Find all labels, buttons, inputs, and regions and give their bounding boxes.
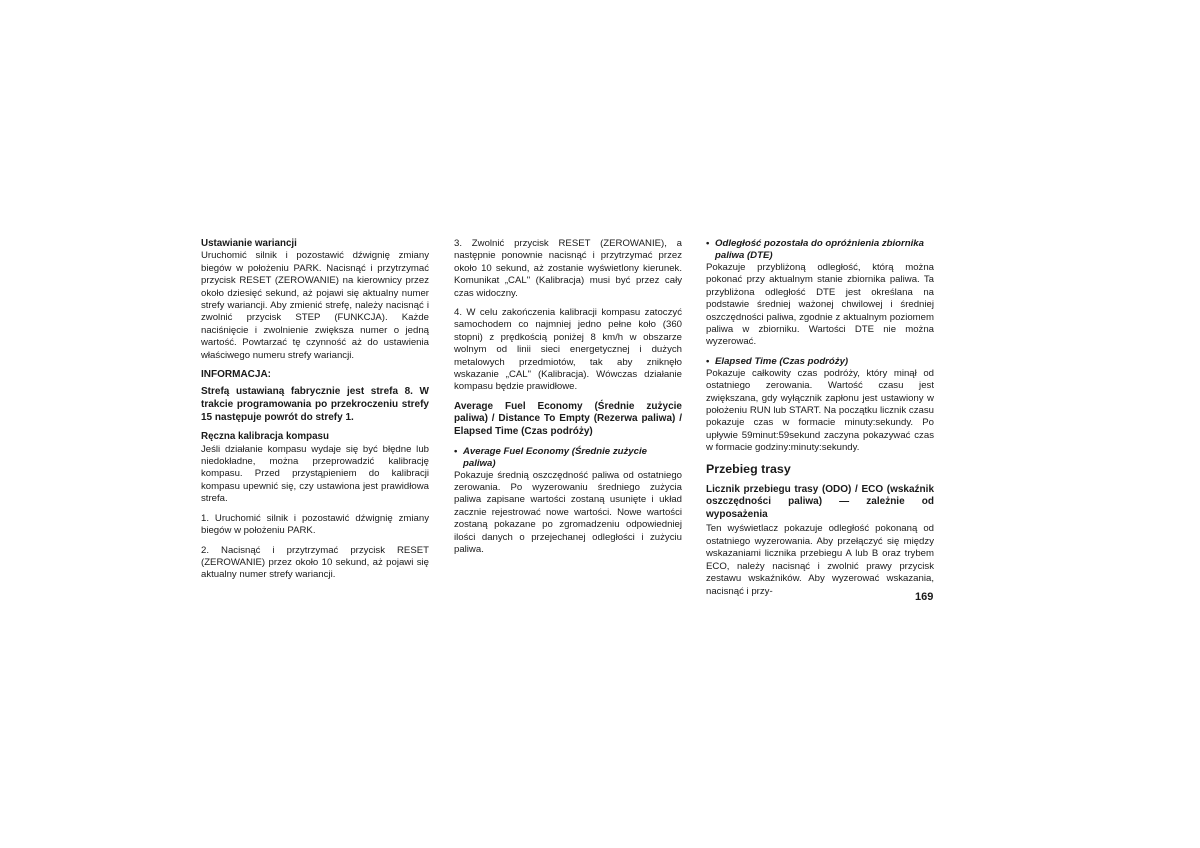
paragraph-compass-calibration: Jeśli działanie kompasu wydaje się być błędne lub niedokładne, można przeprowadzić kalibrację kompasu. Przed przystąpieniem do kalibracji kompasu upewnić się, czy ustawiona jest prawidłowa strefa. — [201, 443, 429, 505]
bullet-dot: • — [454, 445, 458, 457]
step-2: 2. Nacisnąć i przytrzymać przycisk RESET (ZEROWANIE) przez około 10 sekund, aż pojawi się aktualny numer strefy wariancji. — [201, 544, 429, 581]
bullet-dot: • — [706, 355, 710, 367]
section-heading-variance: Ustawianie wariancji — [201, 238, 297, 249]
section-heading-odo-eco: Licznik przebiegu trasy (ODO) / ECO (wskaźnik oszczędności paliwa) — zależnie od wyposażenia — [706, 483, 934, 520]
bullet-label: Odległość pozostała do opróżnienia zbiornika paliwa (DTE) — [715, 238, 924, 261]
bullet-dte — [706, 238, 934, 262]
step-4: 4. W celu zakończenia kalibracji kompasu zatoczyć samochodem co najmniej jedno pełne koło (360 stopni) z prędkością poniżej 8 km/h w obszarze wolnym od linii sieci energetycznej i dużych metalowych przedmiotów, tak aby zniknęło wskazanie „CAL" (Kalibracja). Wówczas działanie kompasu będzie prawidłowe. — [454, 307, 682, 393]
info-heading: INFORMACJA: — [201, 369, 271, 381]
paragraph-dte: Pokazuje przybliżoną odległość, którą można pokonać przy aktualnym stanie zbiornika paliwa. Ta przybliżona odległość DTE jest określana na podstawie średniej ważonej chwilowej i średniej oszczędności paliwa, zgodnie z aktualnym poziomem paliwa w zbiorniku. Wartości DTE nie można wyzerować. — [706, 262, 934, 348]
step-1: 1. Uruchomić silnik i pozostawić dźwignię zmiany biegów w położeniu PARK. — [201, 512, 429, 537]
bullet-elapsed-time — [706, 356, 934, 368]
text-column-3 — [706, 238, 934, 605]
bullet-average-fuel-economy — [454, 446, 682, 470]
bullet-label: Elapsed Time (Czas podróży) — [715, 355, 849, 367]
paragraph-average-fuel-economy: Pokazuje średnią oszczędność paliwa od ostatniego zerowania. Po wyzerowaniu średniego zużycia paliwa zapisane wartości zostaną usunięte i układ zacznie rejestrować nowe wartości. Nowe wartości zostaną pokazane po zgromadzeniu odpowiedniej ilości danych o przejechanej odległości i zużyciu paliwa. — [454, 469, 682, 556]
page-number: 169 — [915, 591, 934, 603]
paragraph-odo-eco: Ten wyświetlacz pokazuje odległość pokonaną od ostatniego wyzerowania. Aby przełączyć się między wskazaniami licznika przebiegu A lub B oraz trybem ECO, należy nacisnąć i zwolnić prawy przycisk zestawu wskaźników. Aby wyzerować wskazania, nacisnąć i przy- — [706, 523, 934, 597]
bullet-dot: • — [706, 238, 710, 249]
paragraph-elapsed-time: Pokazuje całkowity czas podróży, który minął od ostatniego zerowania. Wartość czasu jest zwiększana, gdy wyłącznik zapłonu jest ustawiony w położeniu RUN lub START. Na początku licznik czasu pokazuje czas w formacie minuty:sekundy. Po upływie 59minut:59sekund zaczyna pokazywać czas w formacie godziny:minuty:sekundy. — [706, 367, 934, 454]
paragraph-variance: Uruchomić silnik i pozostawić dźwignię zmiany biegów w położeniu PARK. Nacisnąć i przytrzymać przycisk RESET (ZEROWANIE) na kierownicy przez około dziesięć sekund, aż pojawi się aktualny numer strefy wariancji. Aby zmienić strefę, należy nacisnąć i zwolnić przycisk STEP (FUNKCJA). Każde naciśnięcie i zwolnienie zwiększa numer o jedną wartość. Powtarzać tę czynność aż do ustawienia właściwego numeru strefy wariancji. — [201, 250, 429, 361]
text-column-2 — [454, 238, 682, 564]
section-heading-trip: Przebieg trasy — [706, 461, 791, 476]
text-column-1 — [201, 238, 429, 589]
info-text: Strefą ustawianą fabrycznie jest strefa 8. W trakcie programowania po przekroczeniu strefy 15 następuje powrót do strefy 1. — [201, 386, 429, 423]
step-3: 3. Zwolnić przycisk RESET (ZEROWANIE), a następnie ponownie nacisnąć i przytrzymać przez około 10 sekund, aż zostanie wyświetlony kierunek. Komunikat „CAL" (Kalibracja) musi być przez cały czas widoczny. — [454, 238, 682, 299]
section-heading-compass-calibration: Ręczna kalibracja kompasu — [201, 431, 329, 443]
bullet-label: Average Fuel Economy (Średnie zużycie paliwa) — [463, 445, 647, 469]
section-heading-fuel-economy: Average Fuel Economy (Średnie zużycie paliwa) / Distance To Empty (Rezerwa paliwa) / Elapsed Time (Czas podróży) — [454, 400, 682, 438]
